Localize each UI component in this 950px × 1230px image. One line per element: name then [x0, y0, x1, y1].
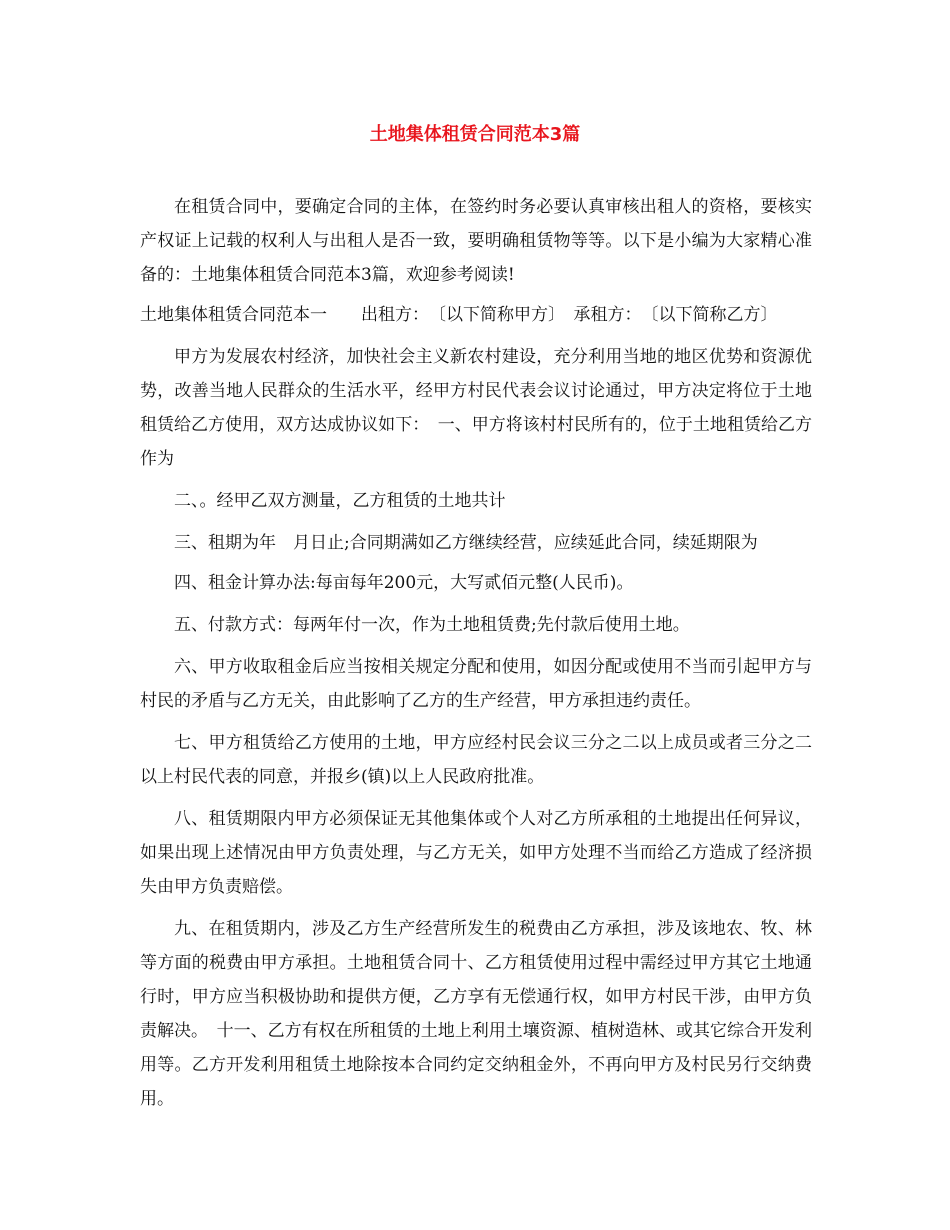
clause-8: 八、租赁期限内甲方必须保证无其他集体或个人对乙方所承租的土地提出任何异议，如果出现上述情况由甲方负责处理，与乙方无关，如甲方处理不当而给乙方造成了经济损失由甲方负责赔偿。: [140, 809, 812, 897]
clause-7: 七、甲方租赁给乙方使用的土地，甲方应经村民会议三分之二以上成员或者三分之二以上村民代表的同意，并报乡(镇)以上人民政府批准。: [140, 733, 812, 787]
document-title: 土地集体租赁合同范本3篇: [369, 124, 581, 145]
clause-preamble: 甲方为发展农村经济，加快社会主义新农村建设，充分利用当地的地区优势和资源优势，改善当地人民群众的生活水平，经甲方村民代表会议讨论通过，甲方决定将位于土地租赁给乙方使用，双方达成协议如下： 一、甲方将该村村民所有的，位于土地租赁给乙方作为: [140, 347, 812, 469]
intro-paragraph: 在租赁合同中，要确定合同的主体，在签约时务必要认真审核出租人的资格，要核实产权证上记载的权利人与出租人是否一致，要明确租赁物等等。以下是小编为大家精心准备的：土地集体租赁合同范本3篇，欢迎参考阅读!: [140, 197, 812, 285]
contract-heading-line: 土地集体租赁合同范本一 出租方： 〔以下简称甲方〕 承租方： 〔以下简称乙方〕: [140, 305, 778, 325]
document-body: [140, 190, 812, 1116]
clause-9-11: 九、在租赁期内，涉及乙方生产经营所发生的税费由乙方承担，涉及该地农、牧、林等方面的税费由甲方承担。土地租赁合同十、乙方租赁使用过程中需经过甲方其它土地通行时，甲方应当积极协助和提供方便，乙方享有无偿通行权，如甲方村民干涉，由甲方负责解决。 十一、乙方有权在所租赁的土地上利用土壤资源、植树造林、或其它综合开发利用等。乙方开发利用租赁土地除按本合同约定交纳租金外，不再向甲方及村民另行交纳费用。: [140, 919, 812, 1109]
clause-2: 二、。经甲乙双方测量，乙方租赁的土地共计: [174, 491, 506, 511]
clause-3: 三、租期为年 月日止;合同期满如乙方继续经营，应续延此合同，续延期限为: [174, 533, 758, 553]
clause-6: 六、甲方收取租金后应当按相关规定分配和使用，如因分配或使用不当而引起甲方与村民的矛盾与乙方无关，由此影响了乙方的生产经营，甲方承担违约责任。: [140, 657, 812, 711]
clause-4: 四、租金计算办法:每亩每年200元，大写贰佰元整(人民币)。: [174, 573, 634, 593]
clause-5: 五、付款方式：每两年付一次，作为土地租赁费;先付款后使用土地。: [174, 615, 690, 635]
